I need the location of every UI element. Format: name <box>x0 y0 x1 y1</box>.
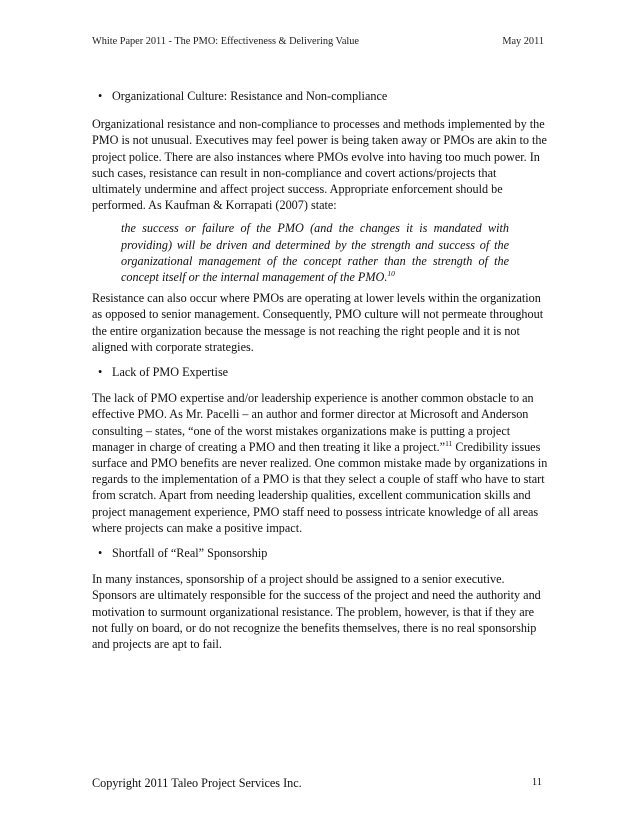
expertise-text-part2: Credibility issues surface and PMO benefits are never realized. One common mistake made by organizations in regards to the implementation of a PMO is that they select a couple of staff who have to start from scratch. Apart from needing leadership qualities, excellent communication skills and project management experience, PMO staff need to possess intricate knowledge of all areas where projects can make a positive impact. <box>92 439 548 535</box>
bullet-sponsorship <box>92 545 548 561</box>
quote-text: the success or failure of the PMO (and the changes it is mandated with providing) will be driven and determined by the strength and success of the organizational management of the concept rather than the strength of the concept itself or the internal management of the PMO. <box>121 221 509 285</box>
bullet-label: Organizational Culture: Resistance and Non-compliance <box>112 89 388 103</box>
bullet-marker: • <box>98 365 103 380</box>
footer-copyright: Copyright 2011 Taleo Project Services Inc. <box>92 776 302 790</box>
page-number: 11 <box>531 777 542 788</box>
paragraph-culture-resistance: Resistance can also occur where PMOs are operating at lower levels within the organization as opposed to senior management. Consequently, PMO culture will not permeate throughout the entire organization because the message is not reaching the right people and it is not aligned with corporate strategies. <box>92 291 544 354</box>
footnote-ref-10[interactable]: 10 <box>387 268 395 278</box>
paragraph-culture-intro: Organizational resistance and non-compliance to processes and methods implemented by the PMO is not unusual. Executives may feel power is being taken away or PMOs are akin to the project police. There are also instances where PMOs evolve into having too much power. In such cases, resistance can result in non-compliance and covert actions/projects that ultimately undermine and affect project success. Appropriate enforcement should be performed. As Kaufman & Korrapati (2007) state: <box>92 117 547 213</box>
bullet-lack-of-expertise <box>92 364 548 380</box>
bullet-label: Lack of PMO Expertise <box>112 365 229 380</box>
expertise-text-part1: The lack of PMO expertise and/or leadership experience is another common obstacle to an effective PMO. As Mr. Pacelli – an author and former director at Microsoft and Anderson consulting – states, “one of the worst mistakes organizations make is putting a project manager in charge of creating a PMO and then treating it like a project.” <box>92 391 534 454</box>
block-quote <box>121 220 509 285</box>
bullet-label: Shortfall of “Real” Sponsorship <box>112 546 268 561</box>
bullet-organizational-culture <box>92 88 548 104</box>
bullet-marker: • <box>98 546 103 561</box>
bullet-marker: • <box>98 89 103 103</box>
header-date: May 2011 <box>502 36 544 47</box>
paragraph-expertise <box>92 390 548 536</box>
page-header <box>92 36 546 52</box>
page-footer <box>92 776 546 792</box>
header-title: White Paper 2011 - The PMO: Effectiveness & Delivering Value <box>92 36 359 47</box>
paragraph-sponsorship: In many instances, sponsorship of a project should be assigned to a senior executive. Sponsors are ultimately responsible for the success of the project and need the authority and motivation to surmount organizational resistance. The problem, however, is that if they are not fully on board, or do not recognize the benefits themselves, there is no real sponsorship and projects are apt to fail. <box>92 572 541 652</box>
page-body <box>92 88 548 652</box>
footnote-ref-11[interactable]: 11 <box>445 438 453 448</box>
